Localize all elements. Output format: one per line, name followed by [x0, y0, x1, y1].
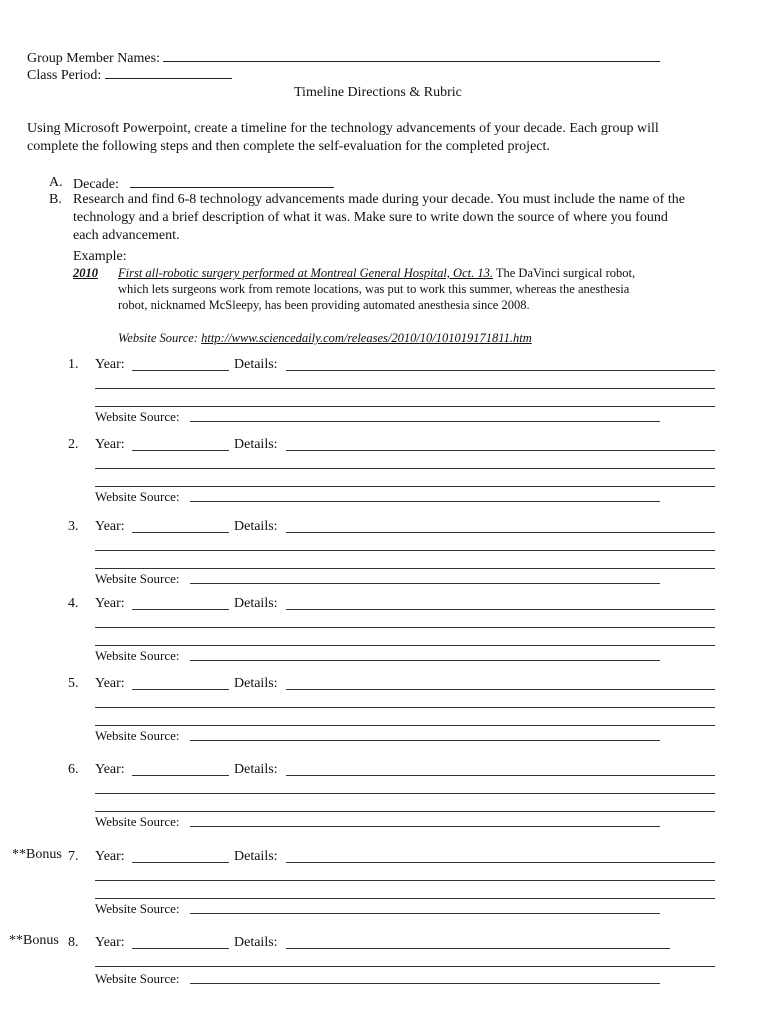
step-b-line-1: Research and find 6-8 technology advancements made during your decade. You must include the name of the: [73, 192, 685, 207]
entry-source-field[interactable]: [190, 913, 660, 914]
entry-number: 7.: [68, 849, 79, 864]
intro-line-2: complete the following steps and then complete the self-evaluation for the completed project.: [27, 139, 550, 154]
entry-number: 2.: [68, 437, 79, 452]
entry-number: 1.: [68, 357, 79, 372]
bonus-marker: **Bonus: [12, 847, 62, 862]
class-period-field[interactable]: [105, 65, 232, 79]
entry-number: 4.: [68, 596, 79, 611]
entry-details-label: Details:: [234, 762, 278, 777]
entry-source-label: Website Source:: [95, 571, 180, 586]
entry-details-label: Details:: [234, 519, 278, 534]
entry-year-field[interactable]: [132, 609, 229, 610]
entry-source-label: Website Source:: [95, 971, 180, 986]
entry-details-field[interactable]: [286, 862, 715, 863]
entry-details-label: Details:: [234, 437, 278, 452]
decade-field[interactable]: [130, 174, 334, 188]
entry-year-label: Year:: [95, 437, 125, 452]
entry-year-label: Year:: [95, 519, 125, 534]
example-source-label: Website Source:: [118, 331, 198, 345]
entry-details-line[interactable]: [95, 898, 715, 899]
entry-details-line[interactable]: [95, 645, 715, 646]
entry-details-line[interactable]: [95, 486, 715, 487]
entry-details-line[interactable]: [95, 627, 715, 628]
entry-source-field[interactable]: [190, 583, 660, 584]
entry-details-label: Details:: [234, 596, 278, 611]
entry-year-field[interactable]: [132, 370, 229, 371]
entry-details-label: Details:: [234, 676, 278, 691]
entry-details-line[interactable]: [95, 880, 715, 881]
page-title: Timeline Directions & Rubric: [294, 85, 462, 100]
bonus-marker: **Bonus: [9, 933, 59, 948]
entry-details-label: Details:: [234, 935, 278, 950]
entry-details-line[interactable]: [95, 725, 715, 726]
entry-year-label: Year:: [95, 357, 125, 372]
example-year-text: 2010: [73, 266, 98, 280]
entry-details-field[interactable]: [286, 609, 715, 610]
entry-year-field[interactable]: [132, 948, 229, 949]
example-year: [73, 265, 98, 281]
entry-details-field[interactable]: [286, 775, 715, 776]
entry-source-field[interactable]: [190, 983, 660, 984]
entry-year-field[interactable]: [132, 775, 229, 776]
decade-label: Decade:: [73, 177, 119, 192]
entry-year-label: Year:: [95, 849, 125, 864]
entry-source-label: Website Source:: [95, 648, 180, 663]
entry-details-label: Details:: [234, 357, 278, 372]
example-title: First all-robotic surgery performed at Montreal General Hospital, Oct. 13.: [118, 266, 493, 280]
entry-number: 5.: [68, 676, 79, 691]
entry-details-field[interactable]: [286, 532, 715, 533]
entry-year-field[interactable]: [132, 862, 229, 863]
intro-line-1: Using Microsoft Powerpoint, create a timeline for the technology advancements of your decade. Each group will: [27, 121, 659, 136]
entry-details-line[interactable]: [95, 406, 715, 407]
step-b-line-3: each advancement.: [73, 228, 180, 243]
step-b-marker: B.: [49, 192, 62, 207]
entry-number: 8.: [68, 935, 79, 950]
entry-details-field[interactable]: [286, 370, 715, 371]
entry-source-field[interactable]: [190, 660, 660, 661]
entry-details-line[interactable]: [95, 388, 715, 389]
entry-year-field[interactable]: [132, 532, 229, 533]
entry-source-field[interactable]: [190, 740, 660, 741]
entry-number: 6.: [68, 762, 79, 777]
class-period-label: Class Period:: [27, 68, 102, 83]
entry-details-line[interactable]: [95, 966, 715, 967]
entry-number: 3.: [68, 519, 79, 534]
entry-details-line[interactable]: [95, 707, 715, 708]
entry-details-field[interactable]: [286, 450, 715, 451]
entry-year-label: Year:: [95, 676, 125, 691]
entry-year-label: Year:: [95, 762, 125, 777]
example-source: [118, 330, 532, 346]
example-desc-3: robot, nicknamed McSleepy, has been providing automated anesthesia since 2008.: [118, 298, 530, 312]
example-headline: [118, 265, 635, 281]
entry-source-field[interactable]: [190, 826, 660, 827]
entry-source-label: Website Source:: [95, 489, 180, 504]
entry-source-label: Website Source:: [95, 814, 180, 829]
step-b-line-2: technology and a brief description of what it was. Make sure to write down the source of where you found: [73, 210, 668, 225]
entry-details-field[interactable]: [286, 689, 715, 690]
step-a-marker: A.: [49, 175, 63, 190]
entry-details-line[interactable]: [95, 568, 715, 569]
example-desc-2: which lets surgeons work from remote locations, was put to work this summer, whereas the anesthesia: [118, 282, 630, 296]
entry-details-field[interactable]: [286, 948, 670, 949]
entry-details-line[interactable]: [95, 793, 715, 794]
example-label: Example:: [73, 249, 127, 264]
example-source-url[interactable]: http://www.sciencedaily.com/releases/2010/10/101019171811.htm: [201, 331, 532, 345]
entry-source-label: Website Source:: [95, 728, 180, 743]
entry-source-label: Website Source:: [95, 901, 180, 916]
entry-source-label: Website Source:: [95, 409, 180, 424]
entry-source-field[interactable]: [190, 501, 660, 502]
entry-source-field[interactable]: [190, 421, 660, 422]
class-period-line: [27, 65, 232, 85]
entry-year-field[interactable]: [132, 450, 229, 451]
entry-details-label: Details:: [234, 849, 278, 864]
group-names-field[interactable]: [163, 48, 660, 62]
example-desc-1: The DaVinci surgical robot,: [492, 266, 636, 280]
entry-details-line[interactable]: [95, 811, 715, 812]
entry-year-field[interactable]: [132, 689, 229, 690]
entry-details-line[interactable]: [95, 550, 715, 551]
entry-details-line[interactable]: [95, 468, 715, 469]
entry-year-label: Year:: [95, 935, 125, 950]
group-names-label: Group Member Names:: [27, 51, 160, 66]
entry-year-label: Year:: [95, 596, 125, 611]
